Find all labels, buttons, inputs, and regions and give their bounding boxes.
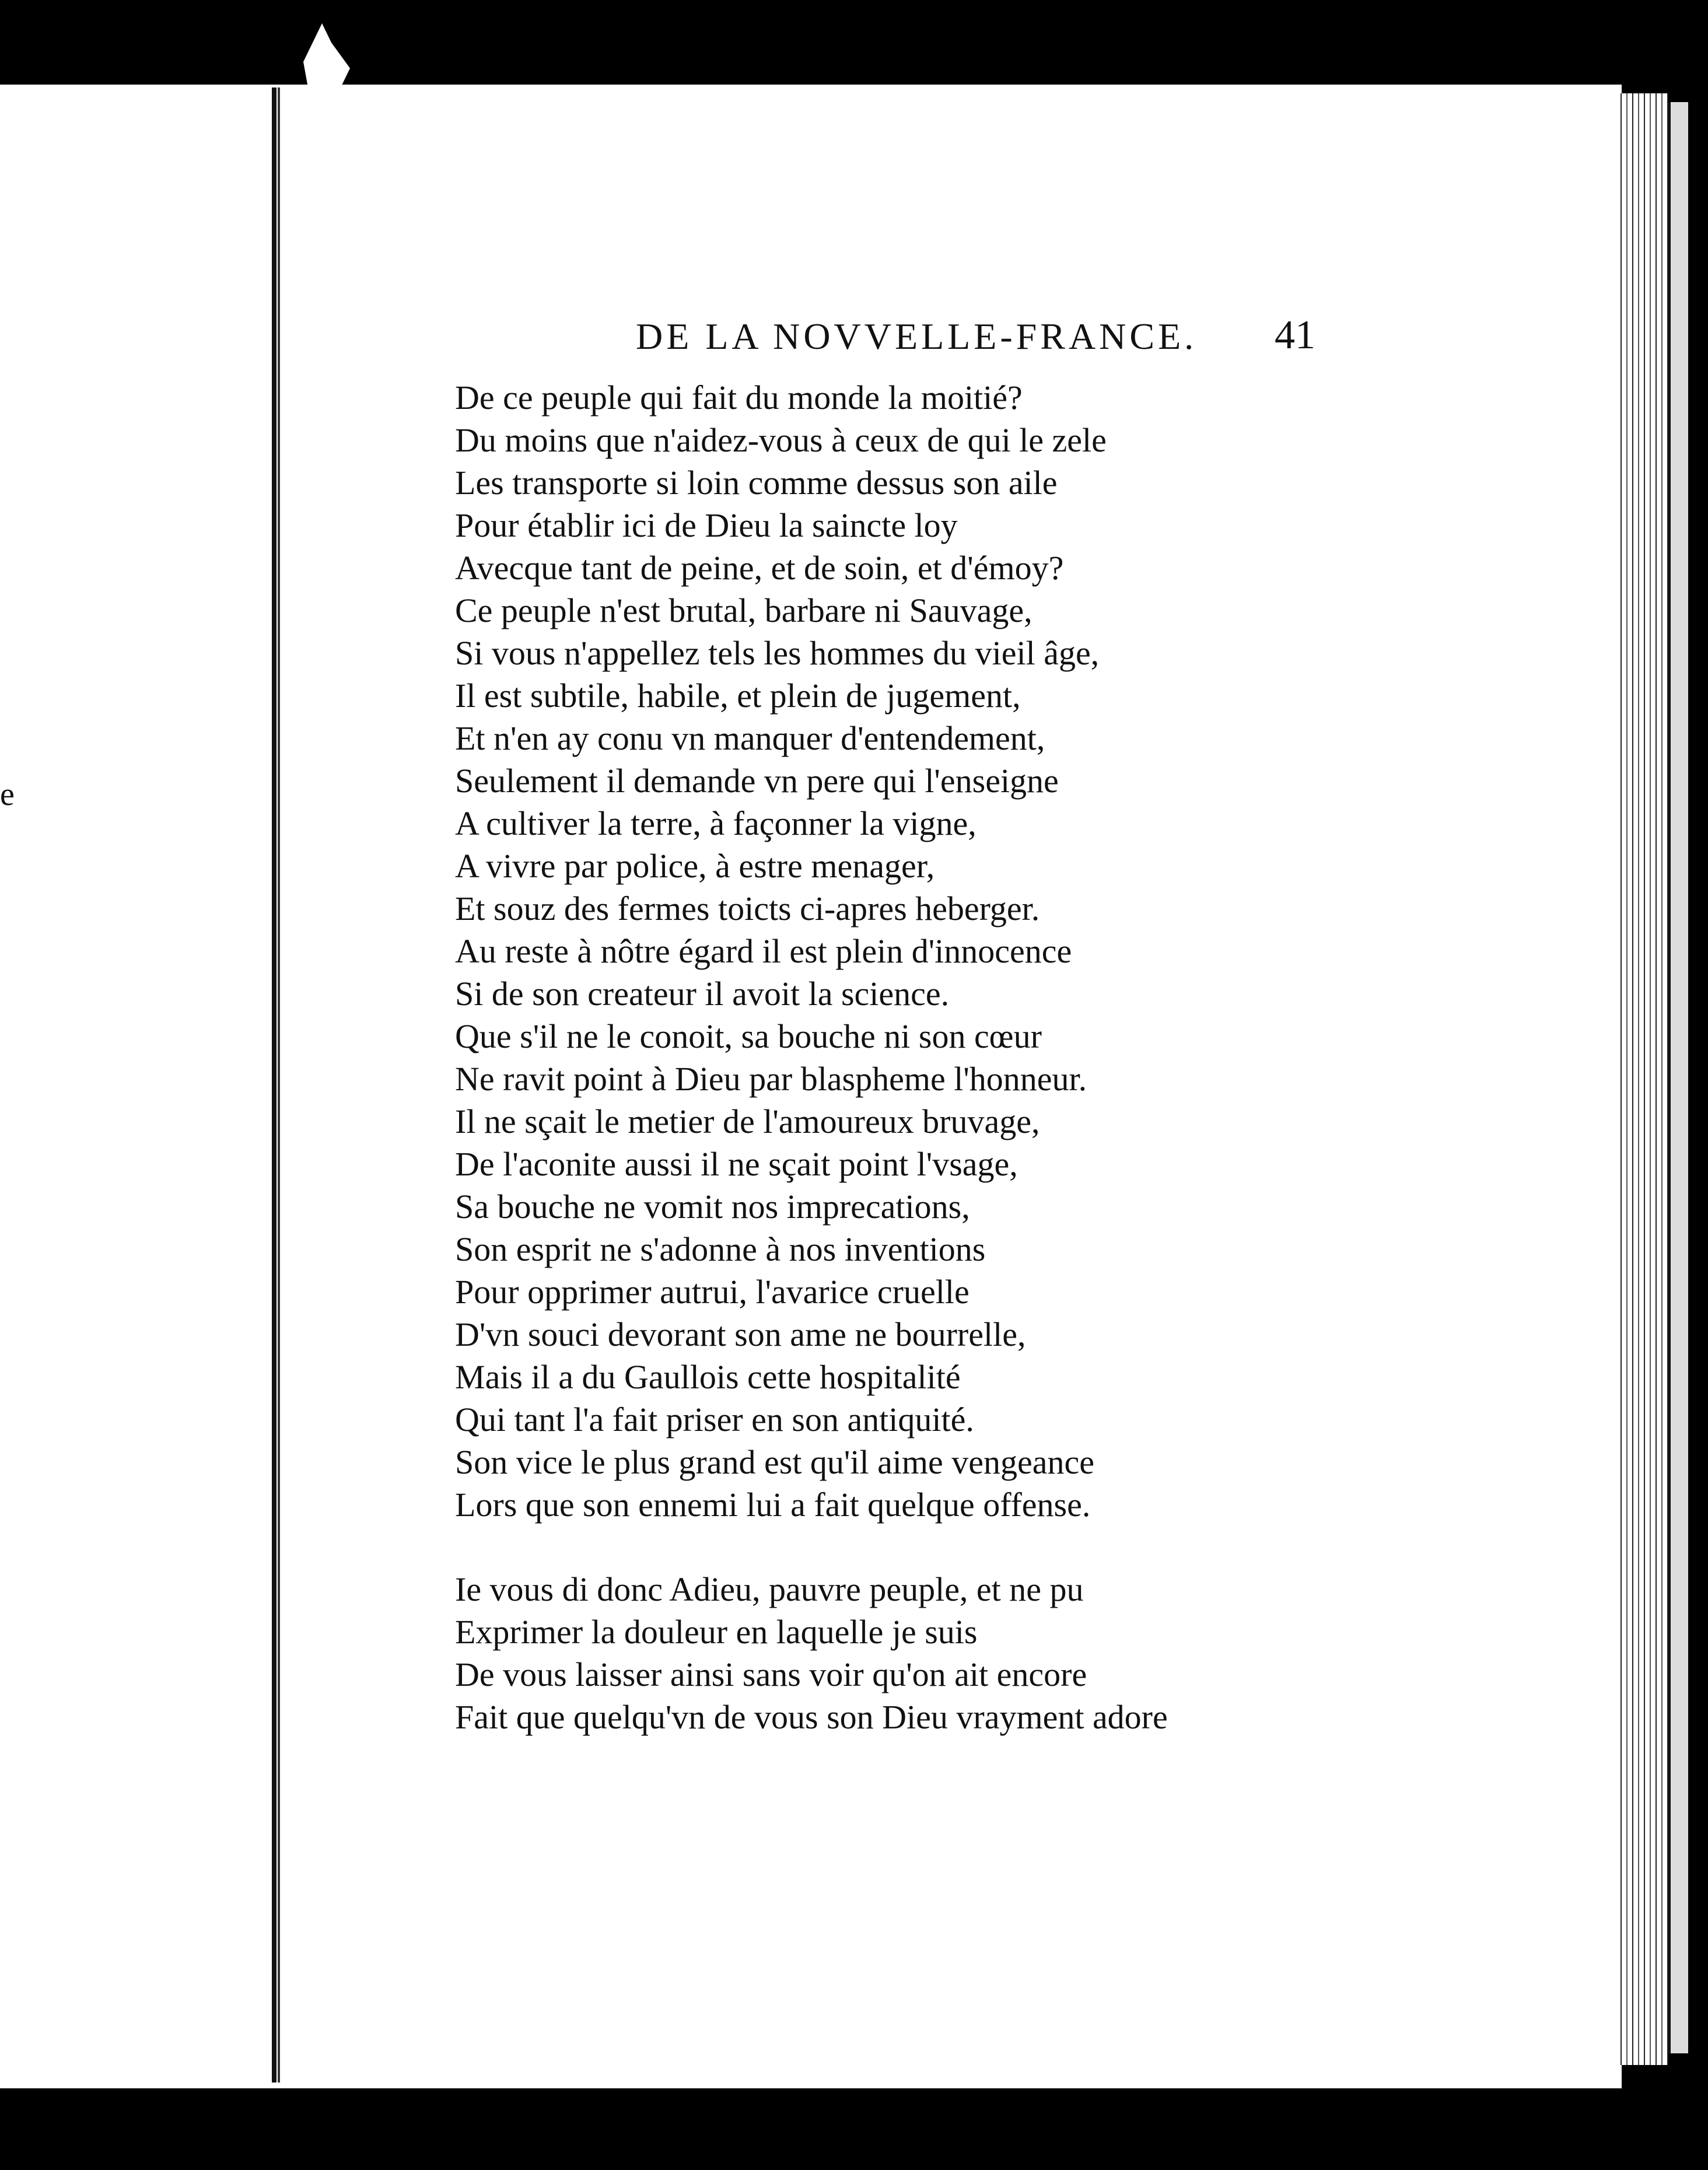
poem-line: Si vous n'appellez tels les hommes du vieil âge, [455,634,1100,672]
poem-line: Fait que quelqu'vn de vous son Dieu vrayment adore [455,1698,1168,1736]
poem-line: Il est subtile, habile, et plein de jugement, [455,677,1021,715]
left-page-edge-text: e [0,776,15,813]
poem-line: Et souz des fermes toicts ci-apres heberger. [455,890,1040,928]
poem-line: Qui tant l'a fait priser en son antiquité. [455,1401,974,1438]
poem-line: Il ne sçait le metier de l'amoureux bruvage, [455,1102,1040,1140]
cover-edge [1668,102,1688,2053]
poem-line: Pour opprimer autrui, l'avarice cruelle [455,1273,970,1311]
poem-line: A vivre par police, à estre menager, [455,847,935,885]
left-page [0,85,274,2088]
poem-line: Et n'en ay conu vn manquer d'entendement, [455,719,1045,757]
poem-line: Pour établir ici de Dieu la saincte loy [455,506,958,544]
poem-line: Son esprit ne s'adonne à nos inventions [455,1230,986,1268]
poem-line: De l'aconite aussi il ne sçait point l'vsage, [455,1145,1018,1183]
poem-line: Sa bouche ne vomit nos imprecations, [455,1188,970,1226]
poem-line: De ce peuple qui fait du monde la moitié? [455,379,1023,416]
poem-line: De vous laisser ainsi sans voir qu'on ait encore [455,1656,1087,1693]
poem-line: Que s'il ne le conoit, sa bouche ni son cœur [455,1017,1042,1055]
poem-text [455,376,1272,1738]
poem-line: Mais il a du Gaullois cette hospitalité [455,1358,961,1396]
stanza [455,376,1272,1526]
poem-line: A cultiver la terre, à façonner la vigne, [455,804,977,842]
poem-line: Les transporte si loin comme dessus son aile [455,464,1058,502]
poem-line: Avecque tant de peine, et de soin, et d'émoy? [455,549,1064,587]
poem-line: Ce peuple n'est brutal, barbare ni Sauvage, [455,592,1032,629]
spine-tear [303,23,350,88]
page-header [636,315,1324,362]
poem-line: Ne ravit point à Dieu par blaspheme l'honneur. [455,1060,1087,1098]
poem-line: Au reste à nôtre égard il est plein d'innocence [455,932,1072,970]
poem-line: Lors que son ennemi lui a fait quelque offense. [455,1486,1091,1524]
poem-line: Son vice le plus grand est qu'il aime vengeance [455,1443,1094,1481]
poem-line: Exprimer la douleur en laquelle je suis [455,1613,978,1651]
gutter-shadow [272,88,276,2082]
poem-line: D'vn souci devorant son ame ne bourrelle, [455,1315,1026,1353]
page-block-edges [1616,93,1668,2065]
running-title: DE LA NOVVELLE-FRANCE. [636,316,1198,357]
page-number: 41 [1275,313,1315,358]
poem-line: Du moins que n'aidez-vous à ceux de qui le zele [455,421,1107,459]
stanza [455,1568,1272,1738]
poem-line: Seulement il demande vn pere qui l'enseigne [455,762,1059,800]
poem-line: Si de son createur il avoit la science. [455,975,950,1013]
poem-line: Ie vous di donc Adieu, pauvre peuple, et ne pu [455,1570,1084,1608]
